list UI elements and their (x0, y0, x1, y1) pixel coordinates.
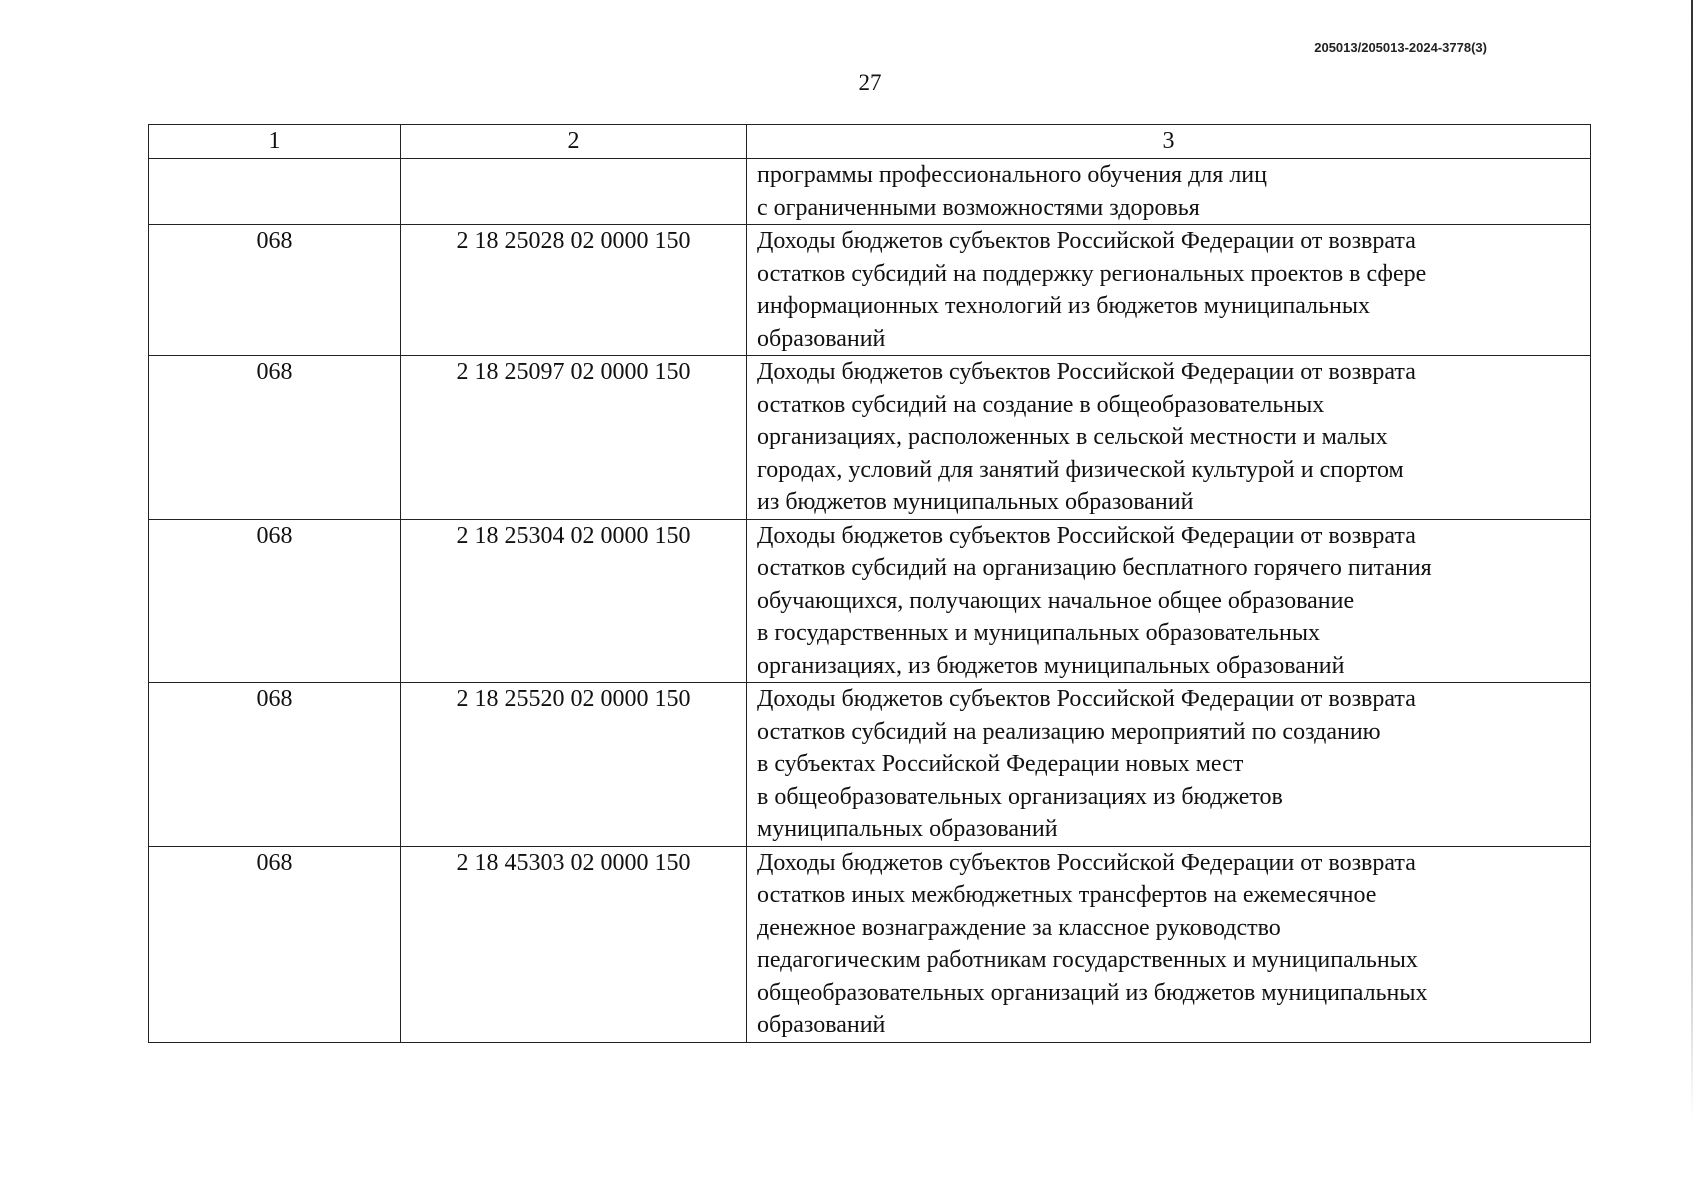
income-code-cell (401, 159, 747, 225)
description-cell: программы профессионального обучения для лиц с ограниченными возможностями здоровья (747, 159, 1591, 225)
document-reference-number: 205013/205013-2024-3778(3) (1314, 40, 1487, 55)
income-code-cell: 2 18 25097 02 0000 150 (401, 356, 747, 520)
description-cell: Доходы бюджетов субъектов Российской Федерации от возврата остатков субсидий на поддержку региональных проектов в сфере информационных технологий из бюджетов муниципальных образований (747, 225, 1591, 356)
column-header-2: 2 (401, 125, 747, 159)
table-row (149, 159, 1591, 225)
income-code-cell: 2 18 25304 02 0000 150 (401, 519, 747, 683)
income-codes-table-container (148, 124, 1590, 1043)
income-code-cell: 2 18 45303 02 0000 150 (401, 846, 747, 1042)
admin-code-cell: 068 (149, 846, 401, 1042)
description-cell: Доходы бюджетов субъектов Российской Федерации от возврата остатков иных межбюджетных трансфертов на ежемесячное денежное вознаграждение за классное руководство педагогическим работникам государственных и муниципальных общеобразовательных организаций из бюджетов муниципальных образований (747, 846, 1591, 1042)
column-header-3: 3 (747, 125, 1591, 159)
income-codes-table (148, 124, 1591, 1043)
income-code-cell: 2 18 25028 02 0000 150 (401, 225, 747, 356)
table-row (149, 356, 1591, 520)
description-cell: Доходы бюджетов субъектов Российской Федерации от возврата остатков субсидий на создание в общеобразовательных организациях, расположенных в сельской местности и малых городах, условий для занятий физической культурой и спортом из бюджетов муниципальных образований (747, 356, 1591, 520)
description-cell: Доходы бюджетов субъектов Российской Федерации от возврата остатков субсидий на организацию бесплатного горячего питания обучающихся, получающих начальное общее образование в государственных и муниципальных образовательных организациях, из бюджетов муниципальных образований (747, 519, 1591, 683)
table-row (149, 683, 1591, 847)
table-body (149, 159, 1591, 1043)
income-code-cell: 2 18 25520 02 0000 150 (401, 683, 747, 847)
admin-code-cell: 068 (149, 519, 401, 683)
column-header-1: 1 (149, 125, 401, 159)
admin-code-cell: 068 (149, 683, 401, 847)
table-row (149, 519, 1591, 683)
admin-code-cell (149, 159, 401, 225)
admin-code-cell: 068 (149, 225, 401, 356)
table-header (149, 125, 1591, 159)
admin-code-cell: 068 (149, 356, 401, 520)
table-row (149, 846, 1591, 1042)
table-header-row (149, 125, 1591, 159)
page-number: 27 (858, 70, 882, 95)
table-row (149, 225, 1591, 356)
description-cell: Доходы бюджетов субъектов Российской Федерации от возврата остатков субсидий на реализацию мероприятий по созданию в субъектах Российской Федерации новых мест в общеобразовательных организациях из бюджетов муниципальных образований (747, 683, 1591, 847)
scan-edge-line (1691, 0, 1693, 1120)
